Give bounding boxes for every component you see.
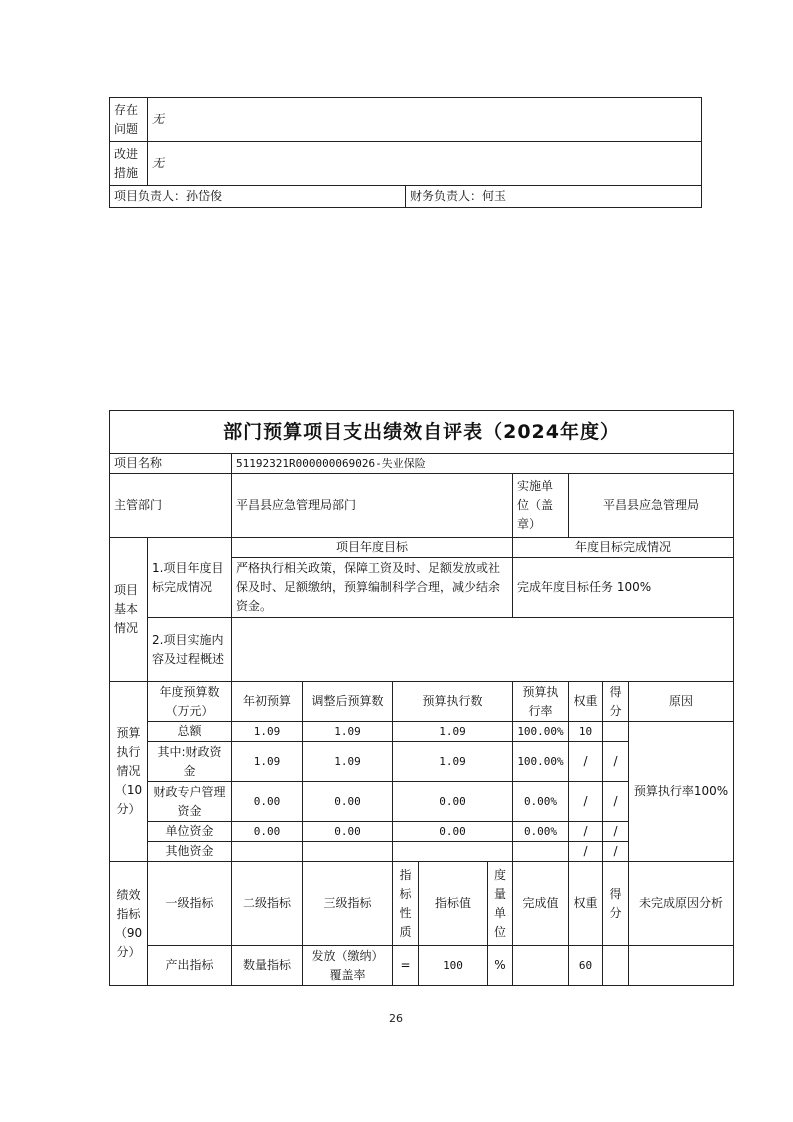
budget-row-name: 单位资金 (148, 822, 232, 842)
dept-value: 平昌县应急管理局部门 (232, 474, 513, 538)
budget-header: 调整后预算数 (303, 682, 393, 722)
issues-label: 存在问题 (110, 98, 148, 142)
form-title: 部门预算项目支出绩效自评表（2024年度） (110, 411, 734, 454)
budget-header: 年度预算数（万元） (148, 682, 232, 722)
budget-row-name: 其他资金 (148, 842, 232, 862)
perf-unit: % (488, 946, 513, 986)
budget-executed: 0.00 (393, 782, 513, 822)
perf-header: 未完成原因分析 (629, 862, 734, 946)
goal-done-text: 完成年度目标任务 100% (513, 558, 734, 618)
perf-l2: 数量指标 (232, 946, 303, 986)
impl-value: 平昌县应急管理局 (569, 474, 734, 538)
budget-initial: 0.00 (232, 822, 303, 842)
perf-l3: 发放（缴纳）覆盖率 (303, 946, 393, 986)
budget-section-label: 预算执行情况（10分） (110, 682, 148, 862)
page-number: 26 (389, 1012, 403, 1025)
perf-header: 得分 (603, 862, 629, 946)
budget-row-name: 总额 (148, 722, 232, 742)
budget-score (603, 722, 629, 742)
budget-reason: 预算执行率100% (629, 722, 734, 862)
budget-weight: / (569, 822, 603, 842)
issues-value: 无 (148, 98, 702, 142)
project-name-value: 51192321R000000069026-失业保险 (232, 454, 734, 474)
budget-weight: 10 (569, 722, 603, 742)
budget-initial: 0.00 (232, 782, 303, 822)
budget-adjusted: 0.00 (303, 782, 393, 822)
budget-rate: 0.00% (513, 782, 569, 822)
perf-nature: = (393, 946, 419, 986)
budget-header: 权重 (569, 682, 603, 722)
basic-label: 项目基本情况 (110, 538, 148, 682)
budget-header: 年初预算 (232, 682, 303, 722)
budget-executed: 1.09 (393, 722, 513, 742)
goal-done-header: 年度目标完成情况 (513, 538, 734, 558)
budget-header: 原因 (629, 682, 734, 722)
budget-rate (513, 842, 569, 862)
budget-score: / (603, 742, 629, 782)
perf-done (513, 946, 569, 986)
budget-executed: 1.09 (393, 742, 513, 782)
budget-score: / (603, 842, 629, 862)
budget-row (110, 722, 734, 742)
perf-row (110, 946, 734, 986)
perf-reason (629, 946, 734, 986)
dept-label: 主管部门 (110, 474, 232, 538)
perf-header: 二级指标 (232, 862, 303, 946)
perf-weight: 60 (569, 946, 603, 986)
budget-adjusted: 1.09 (303, 722, 393, 742)
perf-l1: 产出指标 (148, 946, 232, 986)
perf-header: 一级指标 (148, 862, 232, 946)
budget-adjusted: 1.09 (303, 742, 393, 782)
budget-initial (232, 842, 303, 862)
goal-header: 项目年度目标 (232, 538, 513, 558)
budget-initial: 1.09 (232, 722, 303, 742)
impl-desc-label: 2.项目实施内容及过程概述 (148, 618, 232, 682)
budget-score: / (603, 822, 629, 842)
budget-rate: 0.00% (513, 822, 569, 842)
perf-header: 完成值 (513, 862, 569, 946)
budget-header: 得分 (603, 682, 629, 722)
perf-section-label: 绩效指标（90分） (110, 862, 148, 986)
budget-row-name: 其中:财政资金 (148, 742, 232, 782)
improve-value: 无 (148, 142, 702, 186)
perf-header: 指标值 (419, 862, 488, 946)
budget-score: / (603, 782, 629, 822)
budget-row-name: 财政专户管理资金 (148, 782, 232, 822)
project-lead: 项目负责人：孙岱俊 (110, 186, 406, 208)
issues-table (109, 97, 702, 208)
budget-header: 预算执行率 (513, 682, 569, 722)
impl-label: 实施单位（盖章） (513, 474, 569, 538)
goal-text: 严格执行相关政策，保障工资及时、足额发放或社保及时、足额缴纳，预算编制科学合理，减少结余资金。 (232, 558, 513, 618)
budget-adjusted: 0.00 (303, 822, 393, 842)
budget-rate: 100.00% (513, 722, 569, 742)
performance-form (109, 410, 734, 986)
perf-value: 100 (419, 946, 488, 986)
budget-adjusted (303, 842, 393, 862)
improve-label: 改进措施 (110, 142, 148, 186)
perf-header: 指标性质 (393, 862, 419, 946)
budget-header: 预算执行数 (393, 682, 513, 722)
budget-rate: 100.00% (513, 742, 569, 782)
budget-weight: / (569, 842, 603, 862)
goal-label: 1.项目年度目标完成情况 (148, 538, 232, 618)
perf-score (603, 946, 629, 986)
budget-executed (393, 842, 513, 862)
perf-header: 三级指标 (303, 862, 393, 946)
project-name-label: 项目名称 (110, 454, 232, 474)
budget-weight: / (569, 782, 603, 822)
budget-weight: / (569, 742, 603, 782)
perf-header: 权重 (569, 862, 603, 946)
impl-desc-value (232, 618, 734, 682)
perf-header: 度量单位 (488, 862, 513, 946)
budget-initial: 1.09 (232, 742, 303, 782)
budget-executed: 0.00 (393, 822, 513, 842)
finance-lead: 财务负责人：何玉 (406, 186, 702, 208)
